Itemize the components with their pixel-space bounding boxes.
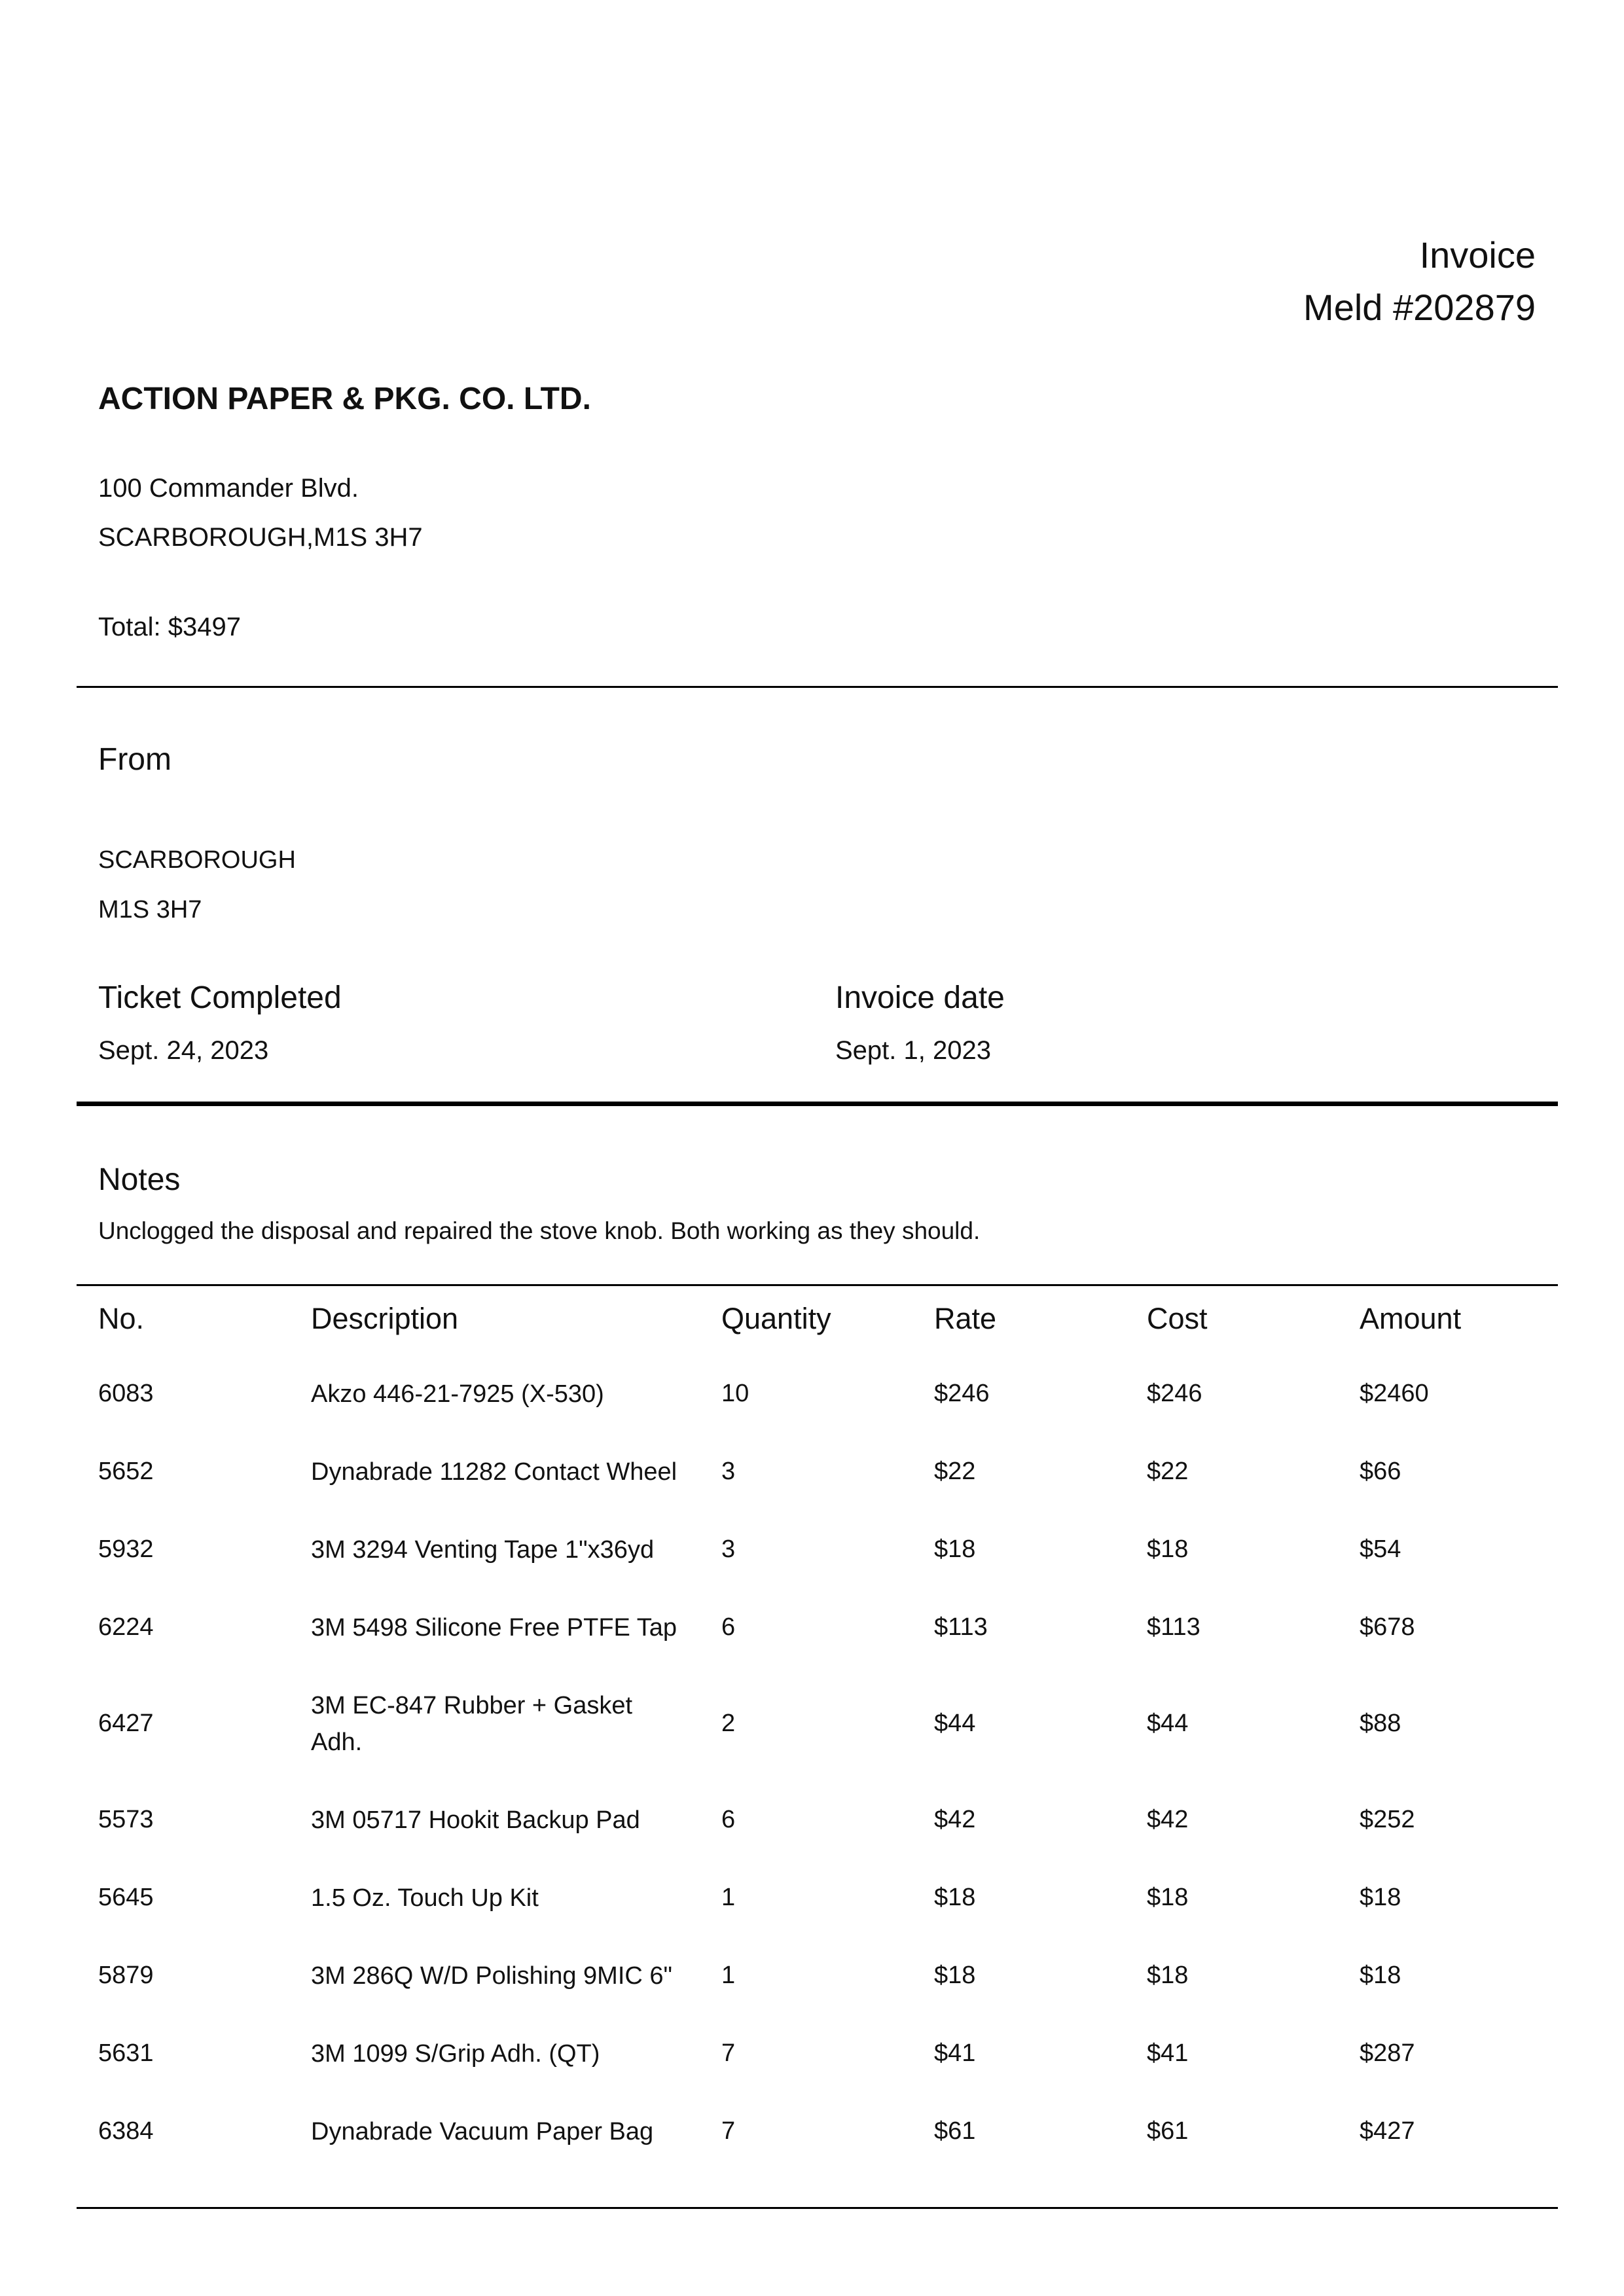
cell-cost: $41: [1147, 2039, 1189, 2067]
cell-amount: $18: [1360, 1962, 1401, 1989]
cell-description: Dynabrade Vacuum Paper Bag: [311, 2117, 654, 2145]
cell-quantity: 10: [721, 1380, 749, 1407]
cell-description: Akzo 446-21-7925 (X-530): [311, 1380, 604, 1408]
cell-amount: $2460: [1360, 1380, 1429, 1407]
from-heading: From: [98, 742, 171, 777]
from-line2: M1S 3H7: [98, 896, 202, 924]
cell-description: 3M 286Q W/D Polishing 9MIC 6": [311, 1962, 673, 1990]
invoice-date-label: Invoice date: [835, 980, 1005, 1015]
header-rate: Rate: [934, 1302, 997, 1335]
invoice-title: Invoice: [1419, 234, 1536, 276]
cell-rate: $113: [934, 1613, 988, 1641]
cell-quantity: 7: [721, 2039, 736, 2067]
table-row: [98, 2015, 1558, 2092]
cell-description: 3M EC-847 Rubber + Gasket Adh.: [311, 1691, 633, 1756]
cell-no: 6224: [98, 1613, 154, 1641]
cell-quantity: 1: [721, 1884, 736, 1911]
table-row: [98, 2092, 1558, 2170]
cell-amount: $427: [1360, 2117, 1415, 2145]
ticket-completed-label: Ticket Completed: [98, 980, 342, 1015]
cell-rate: $41: [934, 2039, 976, 2067]
company-name: ACTION PAPER & PKG. CO. LTD.: [98, 382, 591, 416]
cell-quantity: 6: [721, 1613, 736, 1641]
table-header: [98, 1293, 1558, 1345]
cell-amount: $252: [1360, 1806, 1415, 1833]
divider: [77, 1284, 1558, 1286]
header-cost: Cost: [1147, 1302, 1208, 1335]
divider: [77, 686, 1558, 688]
header-quantity: Quantity: [721, 1302, 831, 1335]
from-line1: SCARBOROUGH: [98, 846, 296, 874]
cell-cost: $246: [1147, 1380, 1202, 1407]
table-row: [98, 1781, 1558, 1859]
cell-description: 3M 1099 S/Grip Adh. (QT): [311, 2039, 600, 2068]
cell-no: 6384: [98, 2117, 154, 2145]
cell-rate: $22: [934, 1458, 976, 1485]
invoice-header: [947, 229, 1536, 334]
meld-number: Meld #202879: [1303, 287, 1536, 328]
table-row: [98, 1588, 1558, 1666]
invoice-total: Total: $3497: [98, 613, 241, 641]
cell-rate: $18: [934, 1535, 976, 1563]
cell-rate: $44: [934, 1710, 976, 1737]
cell-no: 6427: [98, 1710, 154, 1737]
company-address-line2: SCARBOROUGH,M1S 3H7: [98, 523, 423, 552]
cell-cost: $44: [1147, 1710, 1189, 1737]
cell-cost: $18: [1147, 1535, 1189, 1563]
cell-no: 5573: [98, 1806, 154, 1833]
cell-cost: $22: [1147, 1458, 1189, 1485]
cell-description: 3M 05717 Hookit Backup Pad: [311, 1806, 640, 1834]
invoice-date-value: Sept. 1, 2023: [835, 1036, 991, 1065]
thick-divider: [77, 1102, 1558, 1106]
cell-no: 5652: [98, 1458, 154, 1485]
cell-cost: $42: [1147, 1806, 1189, 1833]
cell-quantity: 3: [721, 1535, 736, 1563]
cell-cost: $18: [1147, 1884, 1189, 1911]
table-row: [98, 1666, 1558, 1781]
cell-quantity: 7: [721, 2117, 736, 2145]
cell-amount: $18: [1360, 1884, 1401, 1911]
cell-no: 5631: [98, 2039, 154, 2067]
cell-no: 5645: [98, 1884, 154, 1911]
cell-description: 3M 3294 Venting Tape 1"x36yd: [311, 1535, 655, 1564]
cell-description: Dynabrade 11282 Contact Wheel: [311, 1458, 677, 1486]
cell-amount: $88: [1360, 1710, 1401, 1737]
cell-quantity: 1: [721, 1962, 736, 1989]
header-amount: Amount: [1360, 1302, 1462, 1335]
cell-amount: $54: [1360, 1535, 1401, 1563]
table-row: [98, 1433, 1558, 1511]
cell-rate: $42: [934, 1806, 976, 1833]
notes-heading: Notes: [98, 1162, 181, 1197]
cell-rate: $246: [934, 1380, 990, 1407]
divider: [77, 2207, 1558, 2209]
notes-text: Unclogged the disposal and repaired the stove knob. Both working as they should.: [98, 1217, 981, 1244]
cell-quantity: 2: [721, 1710, 736, 1737]
cell-quantity: 6: [721, 1806, 736, 1833]
header-no: No.: [98, 1302, 145, 1335]
table-row: [98, 1937, 1558, 2015]
cell-description: 1.5 Oz. Touch Up Kit: [311, 1884, 539, 1912]
ticket-completed-value: Sept. 24, 2023: [98, 1036, 269, 1065]
company-address-line1: 100 Commander Blvd.: [98, 474, 359, 503]
cell-no: 5879: [98, 1962, 154, 1989]
cell-cost: $113: [1147, 1613, 1200, 1641]
cell-amount: $66: [1360, 1458, 1401, 1485]
cell-no: 6083: [98, 1380, 154, 1407]
table-row: [98, 1355, 1558, 1433]
cell-cost: $18: [1147, 1962, 1189, 1989]
cell-rate: $61: [934, 2117, 976, 2145]
cell-amount: $287: [1360, 2039, 1415, 2067]
table-row: [98, 1511, 1558, 1588]
table-row: [98, 1859, 1558, 1937]
cell-no: 5932: [98, 1535, 154, 1563]
cell-cost: $61: [1147, 2117, 1189, 2145]
line-items-table: [98, 1293, 1558, 2170]
header-description: Description: [311, 1302, 459, 1335]
cell-description: 3M 5498 Silicone Free PTFE Tap: [311, 1613, 677, 1641]
cell-amount: $678: [1360, 1613, 1415, 1641]
cell-rate: $18: [934, 1962, 976, 1989]
cell-quantity: 3: [721, 1458, 736, 1485]
cell-rate: $18: [934, 1884, 976, 1911]
